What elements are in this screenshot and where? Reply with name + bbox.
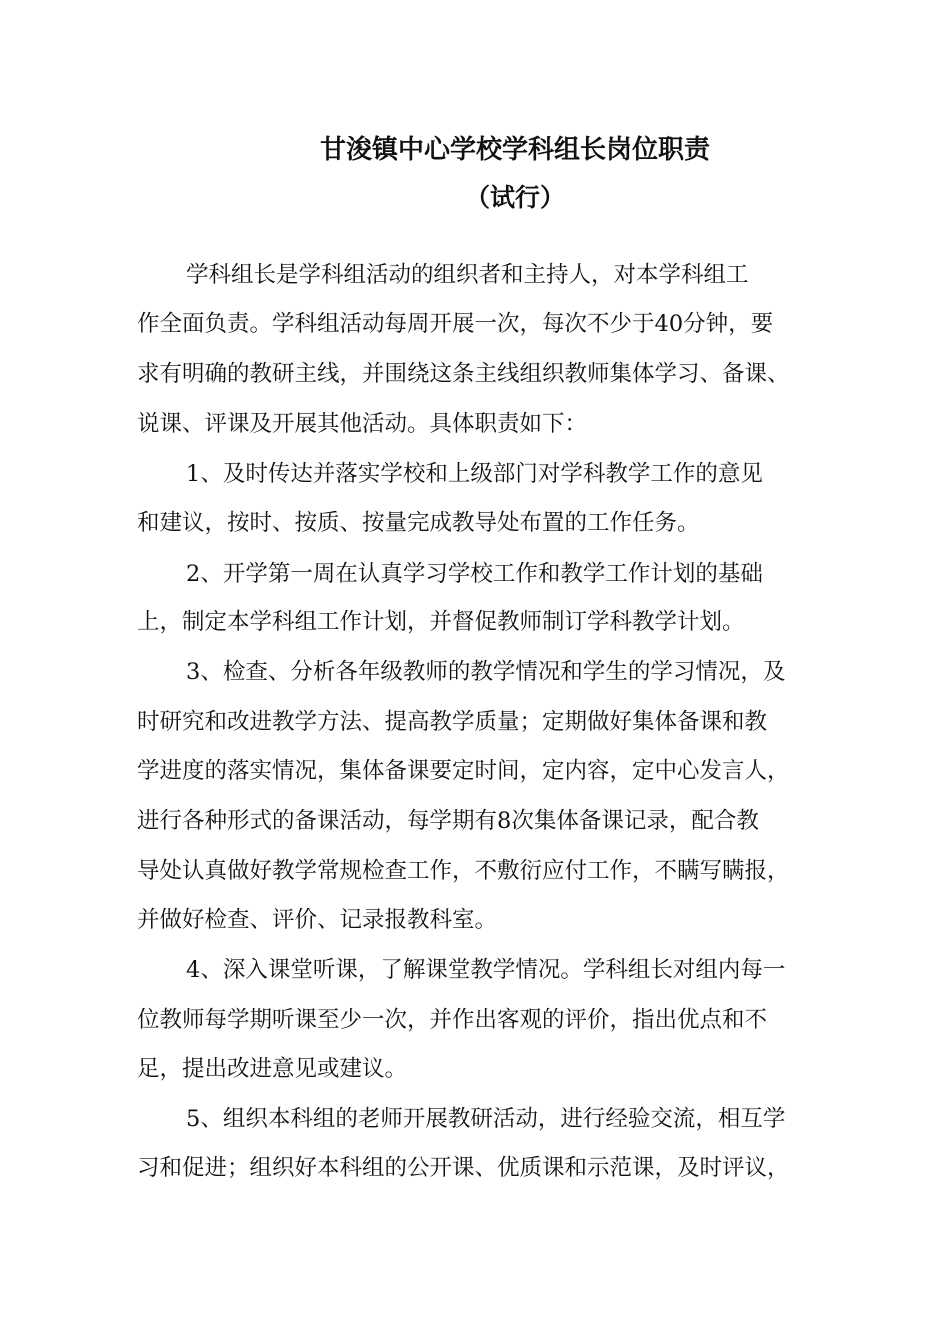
text-line: 说课、评课及开展其他活动。具体职责如下： (137, 411, 588, 437)
text-line: 并做好检查、评价、记录报教科室。 (137, 907, 498, 933)
text-line: 作全面负责。学科组活动每周开展一次，每次不少于40分钟，要 (137, 311, 774, 337)
document-subtitle: （试行） (464, 183, 565, 212)
text-line: 4、深入课堂听课，了解课堂教学情况。学科组长对组内每一 (186, 957, 786, 983)
document-title: 甘浚镇中心学校学科组长岗位职责 (319, 135, 710, 165)
text-line: 时研究和改进教学方法、提高教学质量；定期做好集体备课和教 (137, 709, 768, 735)
text-line: 5、组织本科组的老师开展教研活动，进行经验交流，相互学 (186, 1106, 786, 1132)
text-line: 足，提出改进意见或建议。 (137, 1056, 408, 1082)
text-line: 导处认真做好教学常规检查工作，不敷衍应付工作，不瞒写瞒报， (137, 858, 790, 884)
text-line: 上，制定本学科组工作计划，并督促教师制订学科教学计划。 (137, 609, 745, 635)
text-line: 学科组长是学科组活动的组织者和主持人，对本学科组工 (186, 262, 749, 288)
text-line: 2、开学第一周在认真学习学校工作和教学工作计划的基础 (186, 561, 763, 587)
text-line: 进行各种形式的备课活动，每学期有8次集体备课记录，配合教 (137, 808, 759, 834)
text-line: 3、检查、分析各年级教师的教学情况和学生的学习情况，及 (186, 659, 786, 685)
text-line: 习和促进；组织好本科组的公开课、优质课和示范课，及时评议， (137, 1155, 790, 1181)
text-line: 和建议，按时、按质、按量完成教导处布置的工作任务。 (137, 510, 700, 536)
text-line: 学进度的落实情况，集体备课要定时间，定内容，定中心发言人， (137, 758, 790, 784)
text-line: 求有明确的教研主线，并围绕这条主线组织教师集体学习、备课、 (137, 361, 790, 387)
text-line: 1、及时传达并落实学校和上级部门对学科教学工作的意见 (186, 461, 763, 487)
text-line: 位教师每学期听课至少一次，并作出客观的评价，指出优点和不 (137, 1007, 768, 1033)
